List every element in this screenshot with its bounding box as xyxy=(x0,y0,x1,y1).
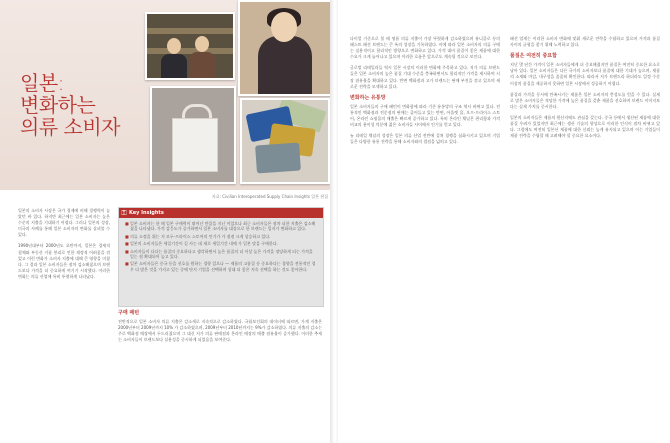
key-icon: ⚿ xyxy=(121,209,127,217)
hero-banner xyxy=(0,0,330,190)
purchase-pattern-section xyxy=(118,310,322,348)
photo-woman-portrait xyxy=(238,0,330,96)
photo-caption: 자료: Civilian Interoperated Supply Chain Insights 일본 편집 xyxy=(211,194,328,199)
paragraph: 다이얼 기준으로 볼 때 명품 의류 지출이 가장 뚜렷하게 감소하였으며 유니클로 등의 패스트 패션 브랜드는 큰 폭의 성장을 기록하였다. 이에 따라 일본 소비자의 의류 구매는 실용적이고 합리적인 방향으로 변화하고 있다. 가격 대비 품질이 좋은 제품에 대한 수요가 크게 늘어나고 있으며 이러한 흐름은 앞으로도 계속될 것으로 보인다. xyxy=(350,36,500,60)
paragraph: 일본의 소비자 시장은 국가 경제에 비해 경쟁력이 높았던 바 있다. 하지만 최근에는 일본 소비자는 높은 수준의 지출을 기대하기 어렵다. 그러나 일본의 성장, 미국의 사례를 통해 일본 소비자의 변화를 살펴볼 수 있다. xyxy=(18,208,110,238)
section-heading: 구매 패턴 xyxy=(118,310,140,316)
bullet-icon: ■ xyxy=(125,233,129,239)
key-insights-list xyxy=(125,221,317,272)
bullet-icon: ■ xyxy=(125,241,129,247)
photo-cards-cash xyxy=(240,98,330,184)
key-insights-title: Key Insights xyxy=(129,210,164,216)
list-item: ■ 일본의 소비자들은 세일기간이 길 사는 데 새로 세일기간 내에 가 일본 맞을 구매한다. xyxy=(125,241,278,247)
right-column-2 xyxy=(510,36,660,144)
right-column-1 xyxy=(350,36,500,150)
paragraph: 일본 소비자들의 구매 패턴이 변화함에 따라 기존 유통망의 구조 역시 바뀌고 있다. 전통적인 백화점과 전문점의 판매는 줄어들고 있는 반면, 아울렛 몰, 오프-프라이스 스토어, 온라인 쇼핑몰의 매출은 빠르게 증가하고 있다. 특히 온라인 채널은 편리함과 가격 비교의 용이성 덕분에 젊은 소비자들 사이에서 인기를 얻고 있다. xyxy=(350,103,500,128)
paragraph: 일본의 소비자들은 제품의 원산지에도 관심을 갖는다. 중국 등에서 생산된 제품에 대한 품질 우려가 있었지만 최근에는 생산 기술의 향상으로 이러한 인식이 점차 바뀌고 있다. 그럼에도 여전히 일본산 제품에 대한 신뢰는 높게 유지되고 있으며 이는 기업들이 제품 전략을 수립할 때 고려해야 할 중요한 요소이다. xyxy=(510,114,660,139)
paragraph: 뉴 리테일 채널의 성장은 일본 의류 산업 전반에 걸쳐 경쟁을 심화시키고 있으며 기업들은 다양한 유통 전략을 통해 소비자와의 접점을 넓히고 있다. xyxy=(350,133,500,145)
paragraph: 전반적으로 일본 소비자 의류 지출은 감소세로 지속적으로 감소하였다. 국립보건회의 데이터에 따르면, 가계 지출은 2000년부터 2009년까지 10% 가 감소하였으며, 2009년부터 2010년까지는 9%가 감소하였다. 의류 지출의 감소는 주로 백화점 매장에서 두드러졌으며 그 대신 저가 의류 판매점과 온라인 매장의 매출 점유율이 증가했다. 이러한 추세는 소비자들이 브랜드보다 실용성을 중시하게 되었음을 보여준다. xyxy=(118,319,322,343)
list-item: ■ 의류 소정을 위는 저 모두-프라이스 스토어의 인기가 가 점점 크게 상승하고 있다. xyxy=(125,233,271,239)
section-heading: 품질은 여전히 중요함 xyxy=(510,53,557,60)
list-item: ■ 일본 소비자는 한 때 일본 구매력이 뛰어난 만큼을 지닌 이었으나 최근 소비자들은 점차 더한 지출은 검소해졌을 나타냈다. 가격 감응도가 증가하면서 일본 소비자를 대상으로 한 브랜드는 입지가 변화하고 있다. xyxy=(125,221,316,232)
key-insights-header xyxy=(119,208,323,218)
key-insights-box xyxy=(118,207,324,307)
paragraph: 패션 업계는 이러한 소비자 변화에 맞춰 새로운 전략을 수립하고 있으며 가격과 품질 사이의 균형을 찾기 위해 노력하고 있다. xyxy=(510,36,660,48)
list-item: ■ 일본 소비자들은 중국 등을 선호를 원하는 경향 있으나 — 제품의 고품질 등 중요하다는 경향을 전통적인 경우 더 많은 것을 가지고 있는 중에 단지 기업을 선택하며 상대 더 좋은 지속 선택을 하는 것도 좋아한다. xyxy=(125,261,316,272)
paragraph: 글로벌 리테일러들 역시 일본 시장의 이러한 변화에 주목하고 있다. 저가 의류 브랜드들은 일본 소비자의 높은 품질 기대 수준을 충족하면서도 합리적인 가격을 제시하여 시장 점유율을 확대하고 있다. 반면 백화점과 고가 브랜드는 판매 부진을 겪고 있으며 새로운 전략을 모색하고 있다. xyxy=(350,65,500,89)
right-page xyxy=(338,0,670,443)
bullet-icon: ■ xyxy=(125,261,129,267)
bullet-icon: ■ xyxy=(125,221,129,226)
intro-text xyxy=(18,208,110,285)
photo-shopping-bag xyxy=(150,86,236,184)
article-title xyxy=(20,72,120,138)
photo-shoppers-store xyxy=(145,12,235,80)
paragraph: 품질과 가격을 동시에 만족시키는 제품은 일본 소비자의 충성도를 얻을 수 있다. 실제로 많은 소비자들은 적당한 가격에 높은 품질을 갖춘 제품을 선호하며 브랜드 이미지보다는 실제 가치를 중시한다. xyxy=(510,91,660,109)
left-page xyxy=(0,0,332,443)
bullet-icon: ■ xyxy=(125,248,129,254)
title-line: 의류 소비자 xyxy=(20,115,120,139)
paragraph: 1990년대부터 2000년도 초반까지, 일본은 경제적 침체와 부동산 거품 붕괴로 인한 재정적 어려움을 겪었고 이런 변화가 소비자 지출에 대해 큰 영향을 미쳤다. 그 결과 일본 소비자들은 점차 검소해졌으며 브랜드보다 가격을 더 중요하게 여기기 시작했다. 이러한 변화는 의류 산업에 특히 뚜렷하게 나타났다. xyxy=(18,243,110,279)
paragraph: 지난 몇 년간 가격이 일본 소비자들에게 더 중요해졌지만 품질은 여전히 중요한 요소로 남아 있다. 일본 소비자들은 다른 국가의 소비자보다 품질에 대한 기대가 높으며, 제품의 소재와 마감, 내구성을 꼼꼼히 확인한다. 따라서 저가 브랜드라 하더라도 일정 수준 이상의 품질을 제공하지 못하면 일본 시장에서 성공하기 어렵다. xyxy=(510,62,660,86)
section-heading: 변화하는 유통망 xyxy=(350,94,386,101)
list-item: ■ 소비자들이 다다는 품질의 중요하다고 생각하면서 높은 품질의 더 이상 높은 가격을 정당하게 되는 가격을 일는 점 확대되어 높고 있다. xyxy=(125,248,313,260)
title-line: 변화하는 xyxy=(20,93,96,117)
title-line: 일본: xyxy=(20,71,64,95)
